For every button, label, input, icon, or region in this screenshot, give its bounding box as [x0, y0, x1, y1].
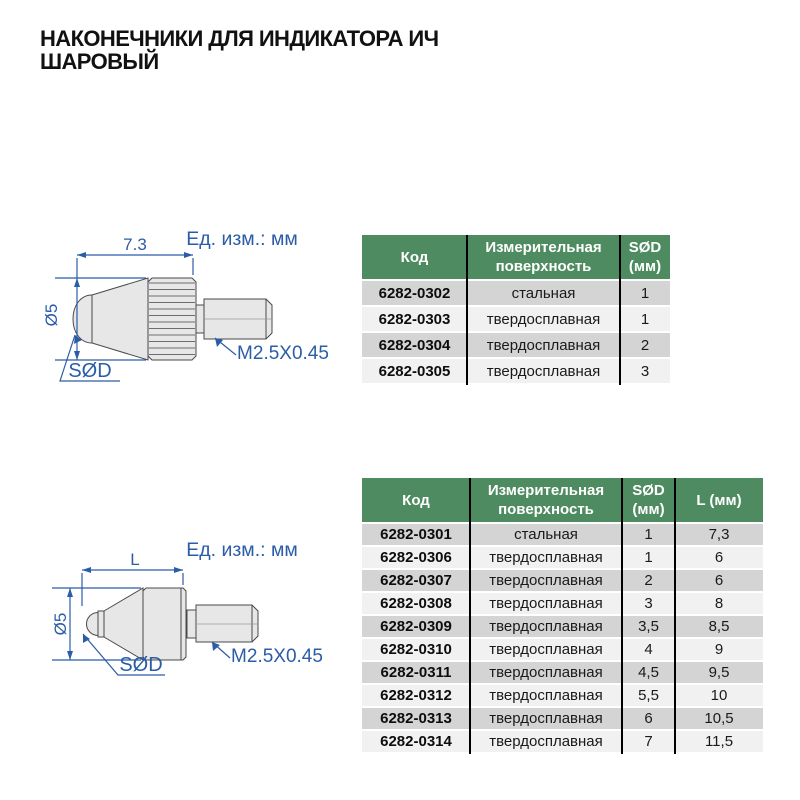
value-cell: 10,5 — [704, 710, 734, 727]
units-label: Ед. изм.: мм — [186, 228, 298, 250]
units-label: Ед. изм.: мм — [186, 540, 298, 561]
dim-arrow-down-icon — [74, 351, 80, 360]
tips-table-variable-length — [362, 478, 763, 754]
page-title-line1: НАКОНЕЧНИКИ ДЛЯ ИНДИКАТОРА ИЧ — [40, 26, 439, 51]
value-cell: твердосплавная — [489, 549, 603, 566]
code-cell: 6282-0312 — [380, 687, 452, 704]
code-cell: 6282-0310 — [380, 641, 452, 658]
table-row — [362, 616, 763, 639]
value-cell: твердосплавная — [489, 595, 603, 612]
column-divider — [619, 235, 621, 385]
table-row — [362, 708, 763, 731]
column-header-surface: Измерительная поверхность — [487, 482, 605, 518]
ball-dim-label: SØD — [68, 360, 112, 382]
code-cell: 6282-0313 — [380, 710, 452, 727]
value-cell: твердосплавная — [486, 362, 601, 380]
table-row — [362, 547, 763, 570]
diameter-dim-label: Ø5 — [51, 612, 70, 636]
neck-groove — [196, 305, 204, 333]
table-row — [362, 662, 763, 685]
technical-drawing-ball-tip-variable-length — [40, 540, 340, 700]
value-cell: 3,5 — [638, 618, 659, 635]
table-row — [362, 281, 670, 307]
value-cell: 6 — [714, 572, 724, 589]
value-cell: 8 — [714, 595, 724, 612]
value-cell: твердосплавная — [486, 336, 601, 354]
table-row — [362, 333, 670, 359]
value-cell: 8,5 — [708, 618, 730, 635]
dim-arrow-left-icon — [77, 252, 86, 258]
thread-dim-label: M2.5X0.45 — [231, 646, 323, 667]
value-cell: 1 — [640, 310, 650, 328]
page-title-line2: ШАРОВЫЙ — [40, 49, 159, 74]
table-row — [362, 524, 763, 547]
ball-land — [98, 611, 104, 637]
table-row — [362, 685, 763, 708]
code-cell: 6282-0303 — [378, 310, 451, 328]
value-cell: твердосплавная — [489, 641, 603, 658]
table-header-row — [362, 235, 670, 281]
dim-arrow-right-icon — [184, 252, 193, 258]
dim-arrow-down-icon — [67, 651, 73, 660]
thread-dim-label: M2.5X0.45 — [237, 343, 329, 364]
table-header-row — [362, 478, 763, 524]
dim-arrow-up-icon — [67, 588, 73, 597]
cone-section — [104, 588, 143, 660]
value-cell: 3 — [640, 362, 650, 380]
value-cell: 2 — [640, 336, 650, 354]
value-cell: 10 — [710, 687, 728, 704]
column-header-length: L (мм) — [696, 491, 742, 509]
thread-stud — [196, 605, 258, 642]
value-cell: твердосплавная — [489, 664, 603, 681]
value-cell: 4 — [644, 641, 653, 658]
column-header-code: Код — [402, 491, 430, 509]
dim-arrow-left-icon — [82, 567, 91, 573]
page-title — [40, 27, 660, 73]
value-cell: 1 — [640, 284, 650, 302]
table-row — [362, 593, 763, 616]
value-cell: твердосплавная — [489, 687, 603, 704]
value-cell: твердосплавная — [489, 710, 603, 727]
dimension-annotations — [51, 540, 323, 676]
code-cell: 6282-0306 — [380, 549, 452, 566]
column-divider — [469, 478, 471, 754]
ball-nose — [87, 613, 99, 636]
table-row — [362, 731, 763, 754]
table-row — [362, 639, 763, 662]
code-cell: 6282-0308 — [380, 595, 452, 612]
code-cell: 6282-0301 — [380, 526, 452, 543]
code-cell: 6282-0314 — [380, 733, 452, 750]
value-cell: твердосплавная — [489, 572, 603, 589]
value-cell: 4,5 — [638, 664, 659, 681]
code-cell: 6282-0307 — [380, 572, 452, 589]
tips-table-fixed-length — [362, 235, 670, 385]
table-body — [362, 281, 670, 385]
column-divider — [621, 478, 623, 754]
value-cell: 6 — [714, 549, 724, 566]
value-cell: твердосплавная — [489, 733, 603, 750]
value-cell: твердосплавная — [486, 310, 601, 328]
value-cell: 11,5 — [704, 733, 734, 750]
value-cell: 9,5 — [708, 664, 730, 681]
length-dim-label: L — [130, 550, 140, 569]
column-divider — [674, 478, 676, 754]
table-row — [362, 359, 670, 385]
neck-groove — [187, 610, 196, 638]
column-header-sod: SØD (мм) — [628, 239, 662, 275]
value-cell: 9 — [714, 641, 724, 658]
column-header-code: Код — [400, 248, 429, 266]
value-cell: 1 — [644, 549, 653, 566]
dim-arrow-right-icon — [174, 567, 183, 573]
table-row — [362, 570, 763, 593]
column-header-surface: Измерительная поверхность — [485, 239, 602, 275]
leader-arrow-icon — [212, 642, 220, 651]
code-cell: 6282-0302 — [378, 284, 451, 302]
table-body — [362, 524, 763, 754]
value-cell: 2 — [644, 572, 653, 589]
cone-section — [92, 278, 148, 360]
technical-drawing-knurled-ball-tip — [40, 225, 340, 397]
value-cell: 7,3 — [708, 526, 730, 543]
value-cell: твердосплавная — [489, 618, 603, 635]
value-cell: 5,5 — [638, 687, 659, 704]
length-dim-label: 7.3 — [123, 235, 147, 254]
diameter-dim-label: Ø5 — [42, 303, 61, 327]
code-cell: 6282-0305 — [378, 362, 451, 380]
column-header-sod: SØD (мм) — [632, 482, 665, 518]
value-cell: 6 — [644, 710, 653, 727]
value-cell: стальная — [511, 284, 576, 302]
value-cell: 1 — [644, 526, 653, 543]
code-cell: 6282-0311 — [380, 664, 452, 681]
dim-arrow-up-icon — [74, 278, 80, 287]
code-cell: 6282-0304 — [378, 336, 451, 354]
column-divider — [466, 235, 468, 385]
value-cell: 7 — [644, 733, 653, 750]
value-cell: стальная — [514, 526, 578, 543]
ball-dim-label: SØD — [119, 654, 163, 676]
cylinder-body — [143, 588, 186, 660]
table-row — [362, 307, 670, 333]
code-cell: 6282-0309 — [380, 618, 452, 635]
value-cell: 3 — [644, 595, 653, 612]
